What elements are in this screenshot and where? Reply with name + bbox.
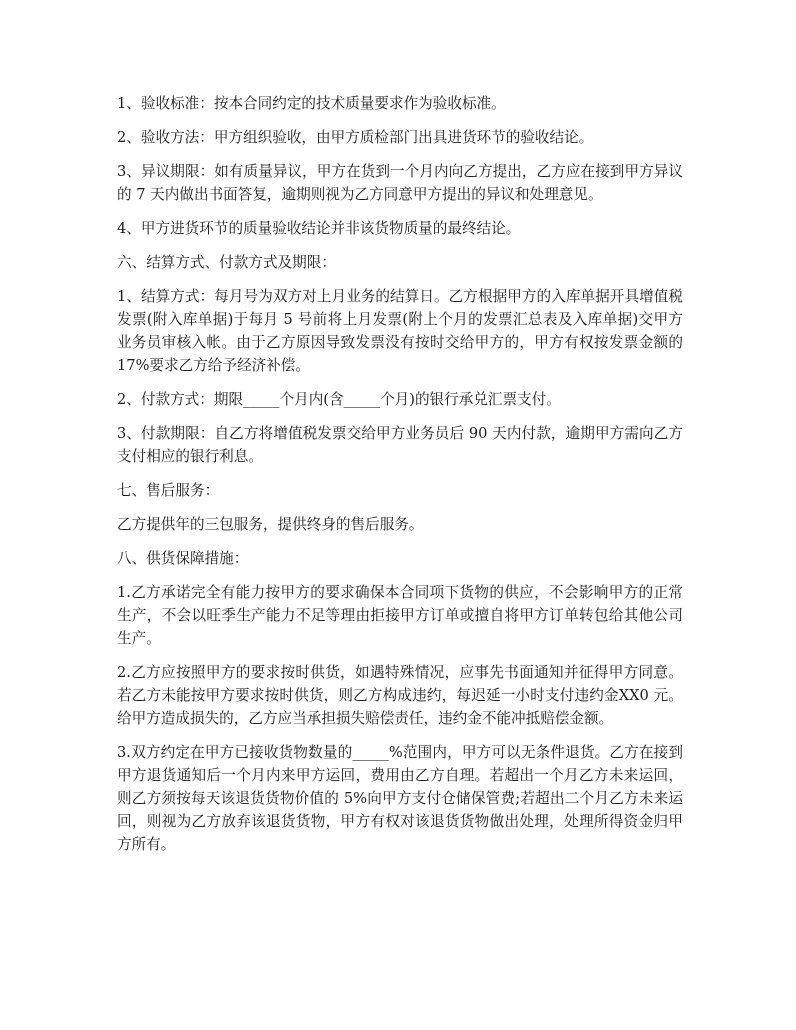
document-body [117, 92, 683, 867]
clause-payment-period: 3、付款期限：自乙方将增值税发票交给甲方业务员后 90 天内付款，逾期甲方需向乙方支付相应的银行利息。 [117, 425, 683, 465]
clause-after-sales-service: 乙方提供年的三包服务，提供终身的售后服务。 [117, 516, 424, 533]
clause-acceptance-standard: 1、验收标准：按本合同约定的技术质量要求作为验收标准。 [117, 95, 506, 112]
clause-delivery-timing: 2.乙方应按照甲方的要求按时供货，如遇特殊情况，应事先书面通知并征得甲方同意。若乙方未能按甲方要求按时供货，则乙方构成违约，每迟延一小时支付违约金XX0 元。给甲方造成损失的，乙方应当承担损失赔偿责任，违约金不能冲抵赔偿金额。 [117, 664, 683, 727]
clause-acceptance-conclusion: 4、甲方进货环节的质量验收结论并非该货物质量的最终结论。 [117, 220, 521, 237]
section-heading-settlement: 六、结算方式、付款方式及期限： [117, 254, 336, 271]
clause-objection-period: 3、异议期限：如有质量异议，甲方在货到一个月内向乙方提出，乙方应在接到甲方异议的 7 天内做出书面答复，逾期则视为乙方同意甲方提出的异议和处理意见。 [117, 163, 683, 203]
clause-supply-commitment: 1.乙方承诺完全有能力按甲方的要求确保本合同项下货物的供应，不会影响甲方的正常生产，不会以旺季生产能力不足等理由拒接甲方订单或擅自将甲方订单转包给其他公司生产。 [117, 584, 683, 647]
section-heading-after-sales: 七、售后服务： [117, 482, 220, 499]
clause-payment-method: 2、付款方式：期限_____个月内(含_____个月)的银行承兑汇票支付。 [117, 391, 561, 408]
clause-acceptance-method: 2、验收方法：甲方组织验收，由甲方质检部门出具进货环节的验收结论。 [117, 129, 594, 146]
clause-settlement-method: 1、结算方式：每月号为双方对上月业务的结算日。乙方根据甲方的入库单据开具增值税发票(附入库单据)于每月 5 号前将上月发票(附上个月的发票汇总表及入库单据)交甲方业务员审核入帐。由于乙方原因导致发票没有按时交给甲方的，甲方有权按发票金额的 17%要求乙方给予经济补偿。 [117, 288, 683, 374]
section-heading-supply-guarantee: 八、供货保障措施： [117, 550, 249, 567]
clause-returns: 3.双方约定在甲方已接收货物数量的_____%范围内，甲方可以无条件退货。乙方在接到甲方退货通知后一个月内来甲方运回，费用由乙方自理。若超出一个月乙方未来运回，则乙方须按每天该退货货物价值的 5%向甲方支付仓储保管费;若超出二个月乙方未来运回，则视为乙方放弃该退货货物，甲方有权对该退货货物做出处理，处理所得资金归甲方所有。 [117, 744, 683, 853]
